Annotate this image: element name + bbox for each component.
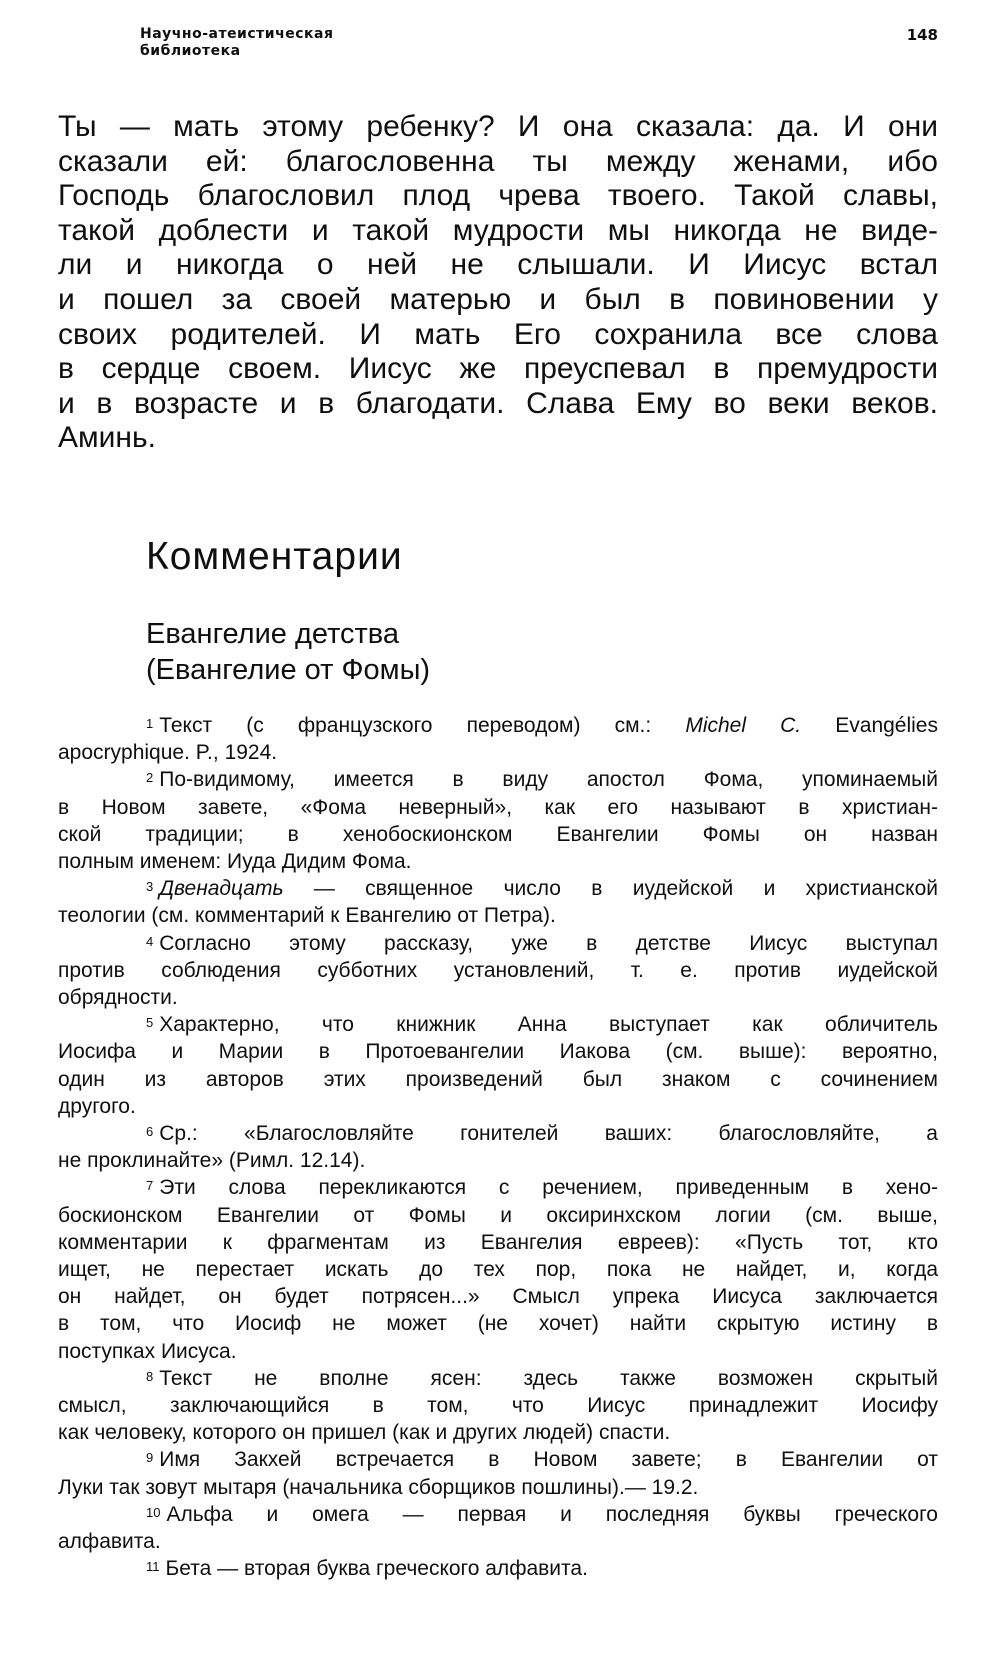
footnote-line: $^3$ Двенадцать — священное число в иудейской и христианской bbox=[146, 877, 938, 901]
footnote-line: $^4$ Согласно этому рассказу, уже в детстве Иисус выступал bbox=[146, 931, 938, 955]
main-text-line: Аминь. bbox=[58, 421, 156, 455]
footnote-number: 1 bbox=[146, 716, 154, 731]
footnotes-list bbox=[58, 712, 938, 1583]
footnote-line: смысл, заключающийся в том, что Иисус принадлежит Иосифу bbox=[58, 1394, 938, 1418]
italic-term: Michel C. bbox=[685, 714, 802, 737]
footnote-line: $^8$ Текст не вполне ясен: здесь также возможен скрытый bbox=[146, 1366, 938, 1390]
main-text-line: и в возрасте и в благодати. Слава Ему во веки веков. bbox=[58, 386, 938, 420]
main-text-line: Господь благословил плод чрева твоего. Такой славы, bbox=[58, 179, 938, 213]
footnote-number: 8 bbox=[146, 1368, 154, 1384]
main-text-line: такой доблести и такой мудрости мы никогда не виде- bbox=[58, 213, 938, 247]
footnote-number: 9 bbox=[146, 1450, 154, 1466]
footnote-number: 11 bbox=[146, 1559, 160, 1575]
footnote-number: 6 bbox=[146, 1124, 154, 1140]
footnote bbox=[58, 766, 938, 875]
footnote bbox=[58, 1555, 938, 1582]
footnote-number: 2 bbox=[146, 770, 154, 786]
footnote-line: против соблюдения субботних установлений, т. е. против иудейской bbox=[58, 958, 938, 982]
footnote bbox=[58, 1174, 938, 1364]
footnote-line: $^1$ Текст (с французского переводом) см.: Michel C. Evangélies bbox=[146, 714, 938, 737]
footnote-line: как человеку, которого он пришел (как и других людей) спасти. bbox=[58, 1421, 671, 1445]
footnote bbox=[58, 1501, 938, 1555]
footnote bbox=[58, 1120, 938, 1174]
main-text-line: и пошел за своей матерью и был в повиновении у bbox=[58, 282, 938, 316]
footnote-line: ской традиции; в хенобоскионском Евангелии Фомы он назван bbox=[58, 822, 938, 846]
footnote-line: в том, что Иосиф не может (не хочет) найти скрытую истину в bbox=[58, 1312, 938, 1336]
page-number: 148 bbox=[906, 26, 938, 44]
footnote-line: $^{10}$ Альфа и омега — первая и последняя буквы греческого bbox=[146, 1502, 938, 1526]
footnote-line: не проклинайте» (Римл. 12.14). bbox=[58, 1149, 366, 1173]
footnote-line: $^6$ Ср.: «Благословляйте гонителей ваших: благословляйте, а bbox=[146, 1122, 938, 1146]
footnote-number: 3 bbox=[146, 879, 154, 895]
footnote-line: поступках Иисуса. bbox=[58, 1339, 237, 1363]
series-name-line2: библиотека bbox=[140, 43, 241, 59]
main-text-line: своих родителей. И мать Его сохранила все слова bbox=[58, 317, 938, 351]
main-text-line: ли и никогда о ней не слышали. И Иисус встал bbox=[58, 248, 938, 282]
footnote-line: $^7$ Эти слова перекликаются с речением, приведенным в хено- bbox=[146, 1176, 938, 1200]
footnote-number: 7 bbox=[146, 1178, 154, 1194]
footnote-line: ищет, не перестает искать до тех пор, пока не найдет, и, когда bbox=[58, 1258, 938, 1282]
section-title: Комментарии bbox=[146, 535, 403, 578]
italic-term: Двенадцать bbox=[159, 877, 284, 901]
footnote-line: полным именем: Иуда Дидим Фома. bbox=[58, 850, 412, 874]
footnote-line: apocryphique. P., 1924. bbox=[58, 741, 278, 765]
footnote-line: один из авторов этих произведений был знаком с сочинением bbox=[58, 1067, 938, 1091]
footnote bbox=[58, 712, 938, 766]
footnote-line: другого. bbox=[58, 1094, 136, 1118]
footnote-line: $^5$ Характерно, что книжник Анна выступает как обличитель bbox=[146, 1013, 938, 1037]
footnote bbox=[58, 1365, 938, 1447]
footnote bbox=[58, 930, 938, 1012]
footnote-number: 4 bbox=[146, 933, 154, 949]
footnote bbox=[58, 875, 938, 929]
main-text-line: в сердце своем. Иисус же преуспевал в премудрости bbox=[58, 352, 938, 386]
main-text-line: сказали ей: благословенна ты между женами, ибо bbox=[58, 144, 938, 178]
series-name-line1: Научно-атеистическая bbox=[140, 26, 334, 42]
main-text bbox=[58, 110, 938, 456]
footnote-line: в Новом завете, «Фома неверный», как его называют в христиан- bbox=[58, 795, 938, 819]
footnote-line: комментарии к фрагментам из Евангелия евреев): «Пусть тот, кто bbox=[58, 1230, 938, 1254]
footnote-line: алфавита. bbox=[58, 1530, 161, 1554]
footnote-line: боскионском Евангелии от Фомы и оксиринхском логии (см. выше, bbox=[58, 1203, 938, 1227]
subsection-title-line2: (Евангелие от Фомы) bbox=[146, 654, 431, 686]
footnote-line: $^{11}$ Бета — вторая буква греческого алфавита. bbox=[146, 1557, 588, 1581]
main-text-line: Ты — мать этому ребенку? И она сказала: да. И они bbox=[58, 110, 938, 143]
footnote bbox=[58, 1011, 938, 1120]
footnote-line: теологии (см. комментарий к Евангелию от Петра). bbox=[58, 904, 556, 928]
footnote-line: $^2$ По-видимому, имеется в виду апостол Фома, упоминаемый bbox=[146, 768, 938, 792]
subsection-title bbox=[146, 616, 430, 688]
footnote-line: Иосифа и Марии в Протоевангелии Иакова (см. выше): вероятно, bbox=[58, 1040, 938, 1064]
footnote-number: 10 bbox=[146, 1504, 161, 1520]
footnote-number: 5 bbox=[146, 1015, 154, 1031]
running-head bbox=[140, 26, 333, 60]
footnote-line: Луки так зовут мытаря (начальника сборщиков пошлины).— 19.2. bbox=[58, 1475, 699, 1499]
footnote-line: он найдет, он будет потрясен...» Смысл упрека Иисуса заключается bbox=[58, 1285, 938, 1309]
footnote bbox=[58, 1446, 938, 1500]
footnote-line: $^9$ Имя Закхей встречается в Новом завете; в Евангелии от bbox=[146, 1448, 938, 1472]
subsection-title-line1: Евангелие детства bbox=[146, 618, 400, 650]
footnote-line: обрядности. bbox=[58, 986, 178, 1010]
